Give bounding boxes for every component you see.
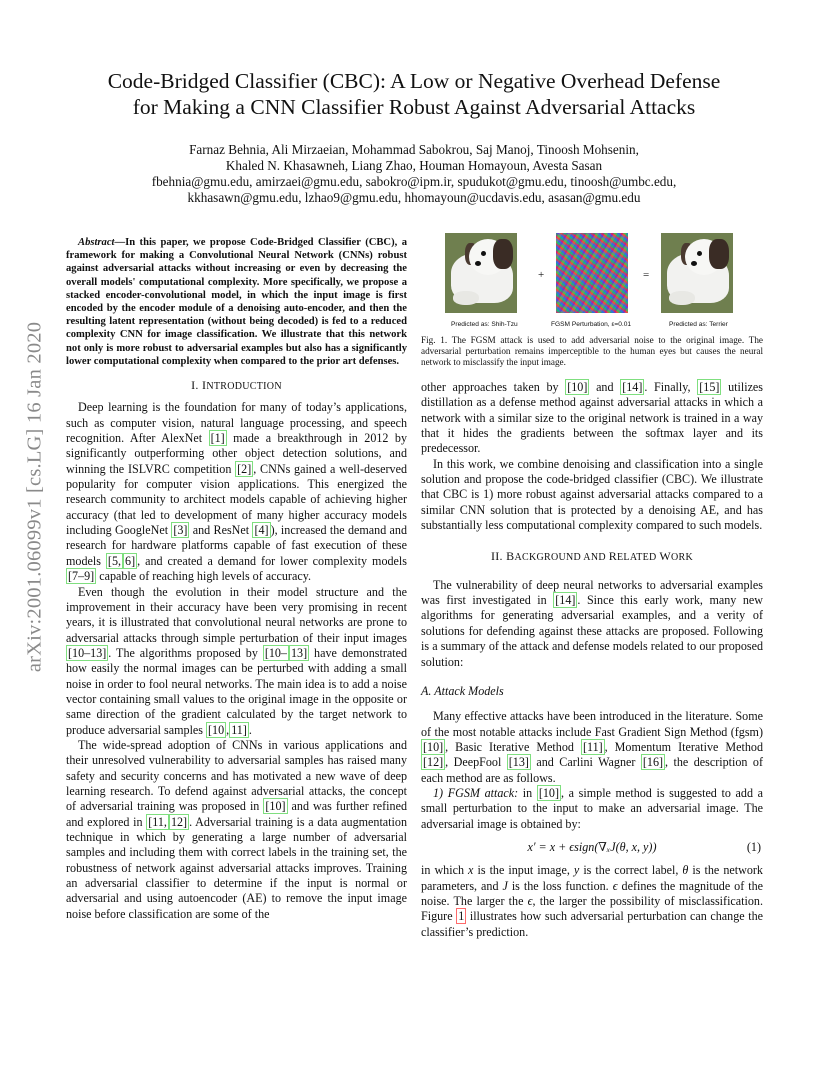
emails-line-1: fbehnia@gmu.edu, amirzaei@gmu.edu, sabokro@ipm.ir, spudukot@gmu.edu, tinoosh@umbc.edu, (151, 174, 677, 189)
citation-link[interactable]: [16] (642, 755, 664, 770)
citation-link[interactable]: [15] (699, 380, 720, 394)
abstract-text: —In this paper, we propose Code-Bridged Classifier (CBC), a framework for making a Convolutional Neural Network (CNNs) robust against adversarial attacks without increasing or even by decreasing the overall models' computational complexity. More specifically, we propose a stacked encoder-convolutional model, in which the input image is first encoded by the encoder module of a denoising auto-encoder, and then the resulting latent representation (without being decoded) is fed to a reduced complexity CNN for image classification. We illustrate that this network not only is more robust to adversarial examples but also has a significantly lower computational complexity when compared to the prior art defenses. (66, 237, 407, 367)
citation-link[interactable]: 11] (231, 722, 247, 737)
right-column (421, 380, 763, 940)
fgsm-paragraph: 1) FGSM attack: in [10] , a simple method is suggested to add a small perturbation to the input to make an adversarial image. The adversarial image is obtained by: (421, 785, 763, 831)
fgsm-noise-image (556, 233, 628, 313)
plus-symbol: + (538, 269, 545, 281)
abstract (66, 236, 407, 368)
citation-link[interactable]: [11] (582, 739, 603, 754)
equation-1-number: (1) (746, 839, 761, 854)
author-block (60, 142, 768, 206)
citation-link[interactable]: [13] (508, 755, 529, 770)
citation-link[interactable]: [12] (423, 755, 444, 770)
original-dog-image (445, 233, 517, 313)
citation-link[interactable]: [11, (148, 814, 167, 829)
authors-line-1: Farnaz Behnia, Ali Mirzaeian, Mohammad Sabokrou, Saj Manoj, Tinoosh Mohsenin, (189, 142, 639, 157)
citation-link[interactable]: 13] (290, 645, 308, 660)
paper-title (60, 68, 768, 120)
citation-link[interactable]: [10 (208, 722, 225, 737)
label-fgsm-perturbation: FGSM Perturbation, ε=0.01 (551, 321, 632, 328)
citation-link[interactable]: [10] (423, 739, 444, 754)
equation-1-body: x′ = x + ϵsign(∇ₓJ(θ, x, y)) (527, 839, 657, 854)
figure-1-link[interactable]: 1 (458, 909, 465, 924)
equation-1 (421, 840, 763, 855)
intro-paragraph-4: In this work, we combine denoising and classification into a single solution and propose the code-bridged classifier (CBC). We illustrate that CBC is 1) more robust against adversarial attacks compared to a similar CNN solution that is protected by a denoising AE, and has substantially less computational complexity compared to such models. (421, 456, 763, 533)
citation-link[interactable]: [3] (173, 523, 188, 538)
intro-paragraph-2: Even though the evolution in their model structure and the improvement in their accuracy have been very promising in recent years, it is illustrated that convolutional neural networks are prone to adversarial attacks through simple perturbation of their input images [10–13] . The algorithms proposed by [10– 13] have demonstrated how easily the normal images can be perturbed with adding a small noise in order to fool neural networks. The main idea is to add a noise vector containing small values to the original image in the opposite or same direction of the gradient calculated by the target network to produce adversarial samples [10 , 11] . (66, 584, 407, 737)
citation-link[interactable]: [2] (237, 461, 252, 476)
intro-paragraph-3: The wide-spread adoption of CNNs in various applications and their unresolved vulnerability to adversarial samples has raised many safety and security concerns and has motivated a new wave of deep learning research. To defend against adversarial attacks, the concept of adversarial training was proposed in [10] and was further refined and explored in [11, 12] . Adversarial training is a data augmentation technique in which by generating a large number of adversarial samples and including them with correct labels in the training set, the robustness of network against adversarial attacks improves. Training an adversarial classifier to determine if the input is normal or adversarial and using autoencoder (AE) to remove the input image noise before classification are some of the (66, 737, 407, 921)
title-line-1: Code-Bridged Classifier (CBC): A Low or Negative Overhead Defense (107, 69, 721, 93)
arxiv-sidebar-stamp (22, 292, 48, 702)
subsection-attack-models: A. Attack Models (421, 683, 504, 698)
citation-link[interactable]: [14] (555, 593, 576, 608)
citation-link[interactable]: [10–13] (68, 645, 107, 660)
figure-1-caption: Fig. 1. The FGSM attack is used to add adversarial noise to the original image. The adversarial perturbation remains imperceptible to the human eyes but causes the neural network to misclassify the input image. (421, 335, 763, 368)
citation-link[interactable]: 6] (125, 553, 136, 568)
citation-link[interactable]: [1] (210, 431, 225, 446)
citation-link[interactable]: [5, (107, 553, 122, 568)
equals-symbol: = (643, 269, 650, 281)
adversarial-dog-image (661, 233, 733, 313)
citation-link[interactable]: [14] (622, 380, 643, 394)
label-predicted-terrier: Predicted as: Terrier (669, 321, 728, 328)
attack-models-paragraph: Many effective attacks have been introduced in the literature. Some of the most notable attacks include Fast Gradient Sign Method (fgsm) [10] , Basic Iterative Method [11] , Momentum Iterative Method [12] , DeepFool [13] and Carlini Wagner [16] , the description of each method are as follows. (421, 709, 763, 785)
label-predicted-shih-tzu: Predicted as: Shih-Tzu (451, 321, 518, 328)
arxiv-id: arXiv:2001.06099v1 [cs.LG] 16 Jan 2020 (23, 321, 46, 673)
section-background-heading: II. BACKGROUND AND RELATED WORK (490, 549, 694, 564)
section-introduction-heading: I. INTRODUCTION (191, 378, 282, 393)
citation-link[interactable]: [10] (538, 785, 560, 800)
emails-line-2: kkhasawn@gmu.edu, lzhao9@gmu.edu, hhomayoun@ucdavis.edu, asasan@gmu.edu (187, 190, 641, 205)
background-paragraph-1: The vulnerability of deep neural networks to adversarial examples was first investigated in [14] . Since this early work, many new algorithms for generating adversarial examples, and a verity of solutions for defending against these attacks are proposed. Following is a summary of the attack and defense models related to our proposed solution: (421, 577, 763, 669)
citation-link[interactable]: [10] (265, 799, 286, 814)
citation-link[interactable]: [7–9] (68, 569, 95, 584)
citation-link[interactable]: [4] (254, 523, 269, 538)
abstract-label: Abstract (78, 237, 115, 248)
fgsm-explanation-paragraph: in which x is the input image, y is the correct label, θ is the network parameters, and J is the loss function. ϵ defines the magnitude of the noise. The larger the ϵ, the larger the possibility of misclassification. Figure 1 illustrates how such adversarial perturbation can change the classifier’s prediction. (421, 863, 764, 939)
authors-line-2: Khaled N. Khasawneh, Liang Zhao, Houman Homayoun, Avesta Sasan (225, 158, 603, 173)
citation-link[interactable]: [10] (567, 380, 588, 394)
intro-paragraph-3-cont: other approaches taken by [10] and [14] . Finally, [15] utilizes distillation as a defense method against adversarial attacks in which a network with a similar size to the original network is trained in a way that it hides the gradients between the softmax layer and its predecessor. (421, 380, 764, 456)
citation-link[interactable]: 12] (170, 814, 188, 829)
title-line-2: for Making a CNN Classifier Robust Against Adversarial Attacks (132, 95, 696, 119)
intro-paragraph-1: Deep learning is the foundation for many of today’s applications, such as computer vision, natural language processing, and speech recognition. After AlexNet [1] made a breakthrough in 2012 by significantly outperforming other object detection solutions, and winning the ISLVRC competition [2] , CNNs gained a well-deserved popularity for computer vision applications. This energized the research community to architect models capable of achieving higher accuracy (that led to development of many higher accuracy models including GoogleNet [3] and ResNet [4] ), increased the demand and research for hardware platforms capable of fast execution of these models [5, 6] , and created a demand for lower complexity models [7–9] capable of reaching high levels of accuracy. (66, 400, 408, 584)
figure-1 (421, 233, 763, 373)
left-column (66, 236, 407, 922)
citation-link[interactable]: [10– (264, 645, 287, 660)
